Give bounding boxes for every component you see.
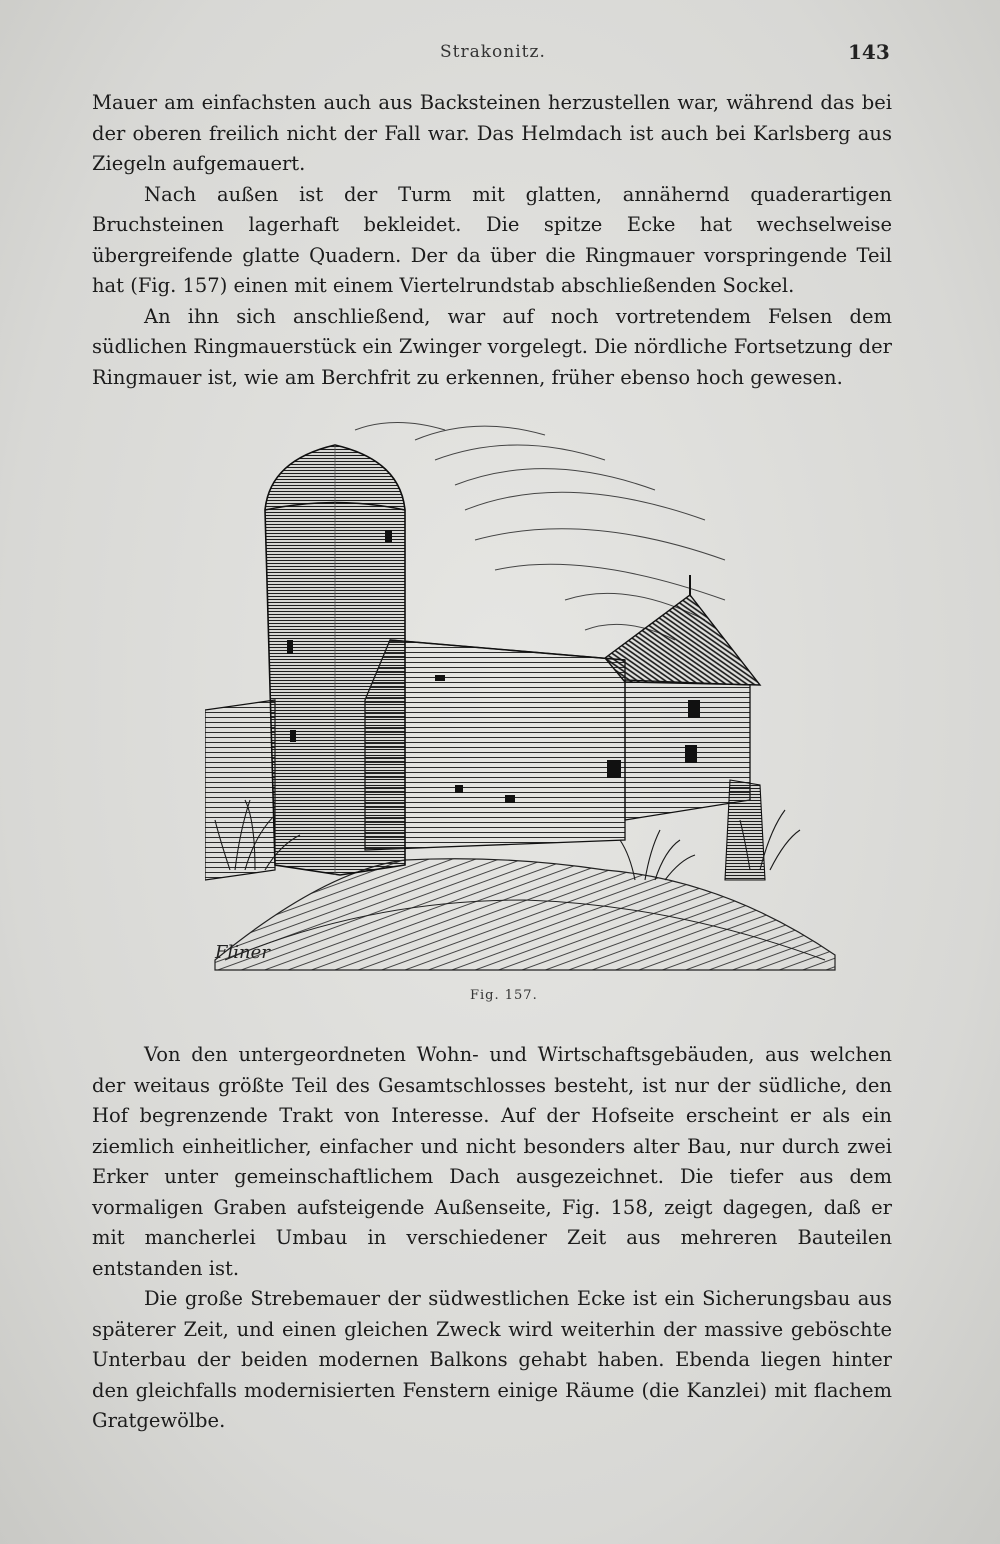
page-header xyxy=(0,38,1000,68)
artist-signature: Fliner xyxy=(215,942,270,963)
pyramid-roof xyxy=(605,595,760,685)
paragraph: Nach außen ist der Turm mit glatten, annähernd quaderartigen Bruchsteinen lagerhaft bekleidet. Die spitze Ecke hat wechselweise übergreifende glatte Quadern. Der da über die Ringmauer vorspringende Teil hat (Fig. 157) einen mit einem Viertelrundstab abschließenden Sockel. xyxy=(92,182,892,297)
ring-wall-left xyxy=(205,700,275,880)
sky-strokes xyxy=(355,423,725,641)
body-text-bottom xyxy=(92,1040,892,1437)
ruined-wall xyxy=(725,780,765,880)
castle-illustration xyxy=(205,400,845,980)
castle-engraving xyxy=(205,400,845,980)
figure-caption: Fig. 157. xyxy=(470,988,538,1003)
paragraph: An ihn sich anschließend, war auf noch vortretendem Felsen dem südlichen Ringmauerstück ein Zwinger vorgelegt. Die nördliche Fortsetzung der Ringmauer ist, wie am Berchfrit zu erkennen, früher ebenso hoch gewesen. xyxy=(92,304,892,389)
paragraph: Die große Strebemauer der südwestlichen Ecke ist ein Sicherungsbau aus späterer Zeit, und einen gleichen Zweck wird weiterhin der massive geböschte Unterbau der beiden modernen Balkons gehabt haben. Ebenda liegen hinter den gleichfalls modernisierten Fenstern einige Räume (die Kanzlei) mit flachem Gratgewölbe. xyxy=(92,1287,892,1432)
running-title: Strakonitz. xyxy=(440,42,546,62)
paragraph: Mauer am einfachsten auch aus Backsteinen herzustellen war, während das bei der oberen freilich nicht der Fall war. Das Helmdach ist auch bei Karlsberg aus Ziegeln aufgemauert. xyxy=(92,91,892,175)
body-text-top xyxy=(92,88,892,393)
page-number: 143 xyxy=(848,40,890,64)
paragraph: Von den untergeordneten Wohn- und Wirtschaftsgebäuden, aus welchen der weitaus größte Teil des Gesamtschlosses besteht, ist nur der südliche, den Hof begrenzende Trakt von Interesse. Auf der Hofseite erscheint er als ein ziemlich einheitlicher, einfacher und nicht besonders alter Bau, nur durch zwei Erker unter gemeinschaftlichem Dach ausgezeichnet. Die tiefer aus dem vormaligen Graben aufsteigende Außenseite, Fig. 158, zeigt dagegen, daß er mit mancherlei Umbau in verschiedener Zeit aus mehreren Bauteilen entstanden ist. xyxy=(92,1043,892,1280)
